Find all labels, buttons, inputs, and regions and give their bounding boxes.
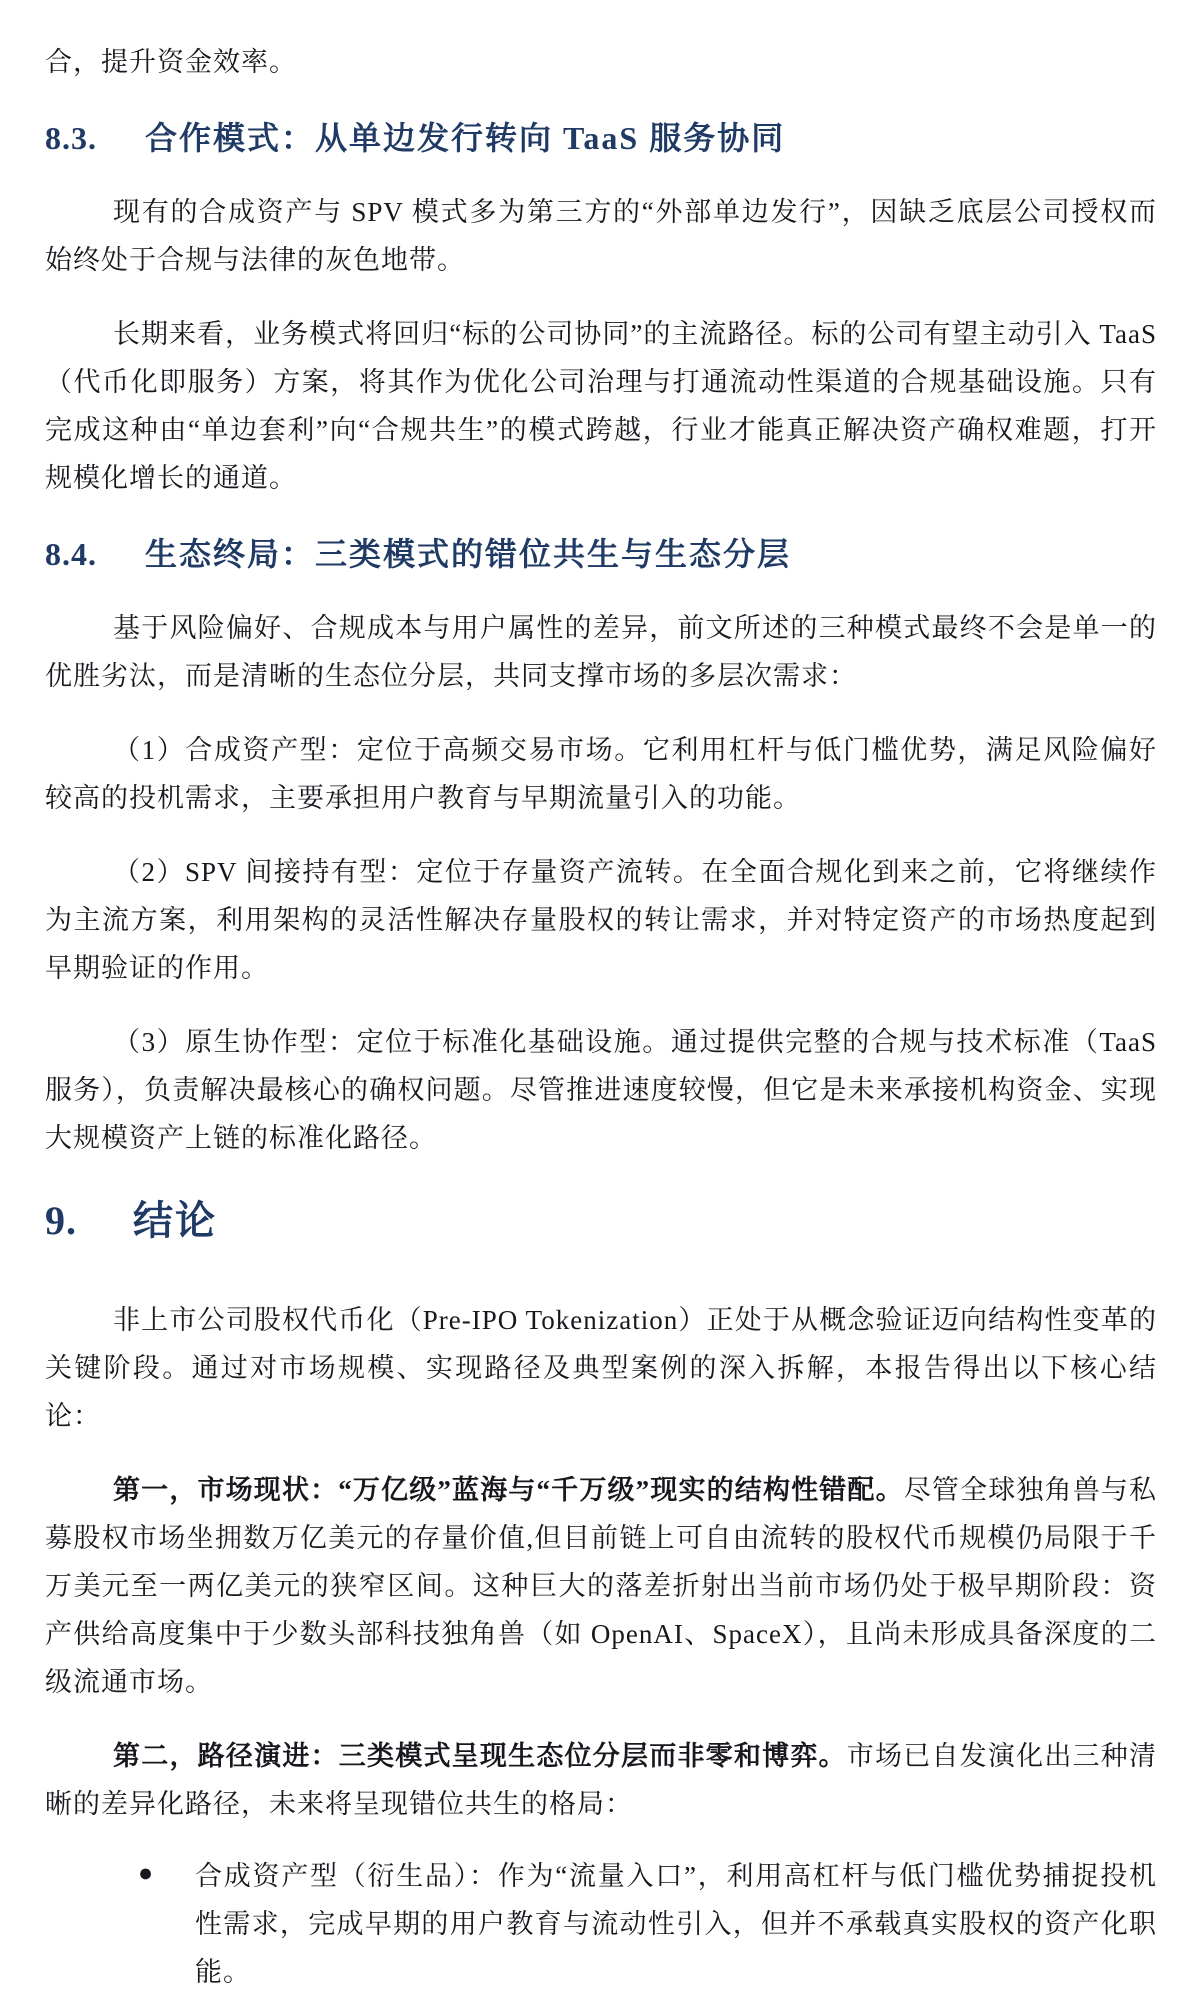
bullet-icon: ● (138, 1860, 154, 1887)
heading-number: 9. (45, 1198, 77, 1243)
continued-paragraph: 合，提升资金效率。 (45, 47, 297, 77)
body-paragraph: 现有的合成资产与 SPV 模式多为第三方的“外部单边发行”，因缺乏底层公司授权而始终处于合规与法律的灰色地带。 (45, 197, 1157, 275)
bullet-item (138, 1852, 1157, 1996)
body-paragraph: 非上市公司股权代币化（Pre-IPO Tokenization）正处于从概念验证迈向结构性变革的关键阶段。通过对市场规模、实现路径及典型案例的深入拆解，本报告得出以下核心结论： (45, 1305, 1157, 1431)
body-paragraph: 基于风险偏好、合规成本与用户属性的差异，前文所述的三种模式最终不会是单一的优胜劣汰，而是清晰的生态位分层，共同支撑市场的多层次需求： (45, 613, 1157, 691)
paragraph-text: 市场已自发演化出三种清晰的差异化路径，未来将呈现错位共生的格局： (45, 1741, 1158, 1819)
conclusion-paragraph-2 (45, 1732, 1157, 1828)
heading-title: 合作模式：从单边发行转向 TaaS 服务协同 (145, 120, 786, 156)
bold-lead: 第二，路径演进：三类模式呈现生态位分层而非零和博弈。 (113, 1741, 847, 1771)
body-paragraph: （3）原生协作型：定位于标准化基础设施。通过提供完整的合规与技术标准（TaaS 服务），负责解决最核心的确权问题。尽管推进速度较慢，但它是未来承接机构资金、实现大规模资产上链的标准化路径。 (45, 1027, 1157, 1153)
heading-8-4 (45, 530, 1157, 578)
heading-title: 结论 (133, 1198, 217, 1243)
heading-9 (45, 1192, 1157, 1250)
paragraph-text: 尽管全球独角兽与私募股权市场坐拥数万亿美元的存量价值,但目前链上可自由流转的股权代币规模仍局限于千万美元至一两亿美元的狭窄区间。这种巨大的落差折射出当前市场仍处于极早期阶段：资产供给高度集中于少数头部科技独角兽（如 OpenAI、SpaceX），且尚未形成具备深度的二级流通市场。 (45, 1475, 1158, 1697)
bullet-list (45, 1852, 1157, 1996)
conclusion-paragraph-1 (45, 1466, 1157, 1706)
body-paragraph: 长期来看，业务模式将回归“标的公司协同”的主流路径。标的公司有望主动引入 TaaS（代币化即服务）方案，将其作为优化公司治理与打通流动性渠道的合规基础设施。只有完成这种由“单边套利”向“合规共生”的模式跨越，行业才能真正解决资产确权难题，打开规模化增长的通道。 (45, 319, 1157, 493)
body-paragraph: （2）SPV 间接持有型：定位于存量资产流转。在全面合规化到来之前，它将继续作为主流方案，利用架构的灵活性解决存量股权的转让需求，并对特定资产的市场热度起到早期验证的作用。 (45, 857, 1157, 983)
body-paragraph: （1）合成资产型：定位于高频交易市场。它利用杠杆与低门槛优势，满足风险偏好较高的投机需求，主要承担用户教育与早期流量引入的功能。 (45, 735, 1157, 813)
bold-lead: 第一，市场现状：“万亿级”蓝海与“千万级”现实的结构性错配。 (113, 1475, 904, 1505)
bullet-item-text: 合成资产型（衍生品）：作为“流量入口”，利用高杠杆与低门槛优势捕捉投机性需求，完成早期的用户教育与流动性引入，但并不承载真实股权的资产化职能。 (195, 1861, 1157, 1987)
heading-8-3 (45, 114, 1157, 162)
heading-title: 生态终局：三类模式的错位共生与生态分层 (145, 536, 792, 572)
heading-number: 8.4. (45, 536, 97, 572)
heading-number: 8.3. (45, 120, 97, 156)
